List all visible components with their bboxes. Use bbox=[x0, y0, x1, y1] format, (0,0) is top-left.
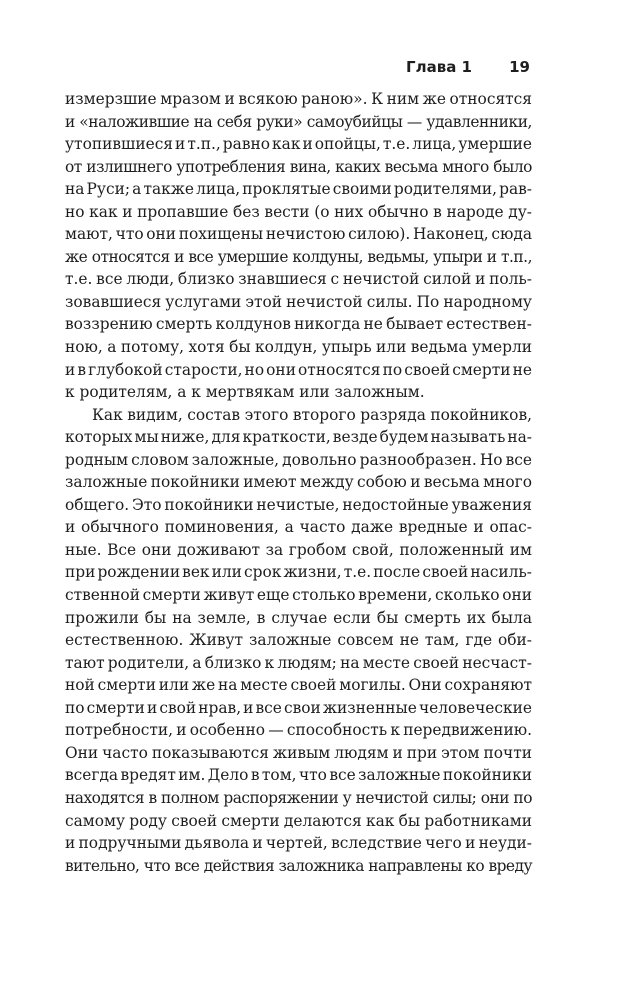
text-line: которых мы ниже, для краткости, везде будем называть на- bbox=[65, 428, 532, 447]
text-line: родным словом заложные, довольно разнообразен. Но все bbox=[65, 450, 532, 469]
body-text bbox=[65, 88, 532, 877]
page-number: 19 bbox=[509, 58, 530, 76]
text-line: ные. Все они доживают за гробом свой, положенный им bbox=[65, 540, 532, 559]
text-line: и «наложившие на себя руки» самоубийцы — удавленники, bbox=[65, 112, 532, 131]
text-line: прожили бы на земле, в случае если бы смерть их была bbox=[65, 608, 532, 627]
text-line: утопившиеся и т.п., равно как и опойцы, т.е. лица, умершие bbox=[65, 135, 532, 154]
text-line: но как и пропавшие без вести (о них обычно в народе ду- bbox=[65, 202, 532, 221]
text-line: Они часто показываются живым людям и при этом почти bbox=[65, 743, 532, 762]
text-line: к родителям, а к мертвякам или заложным. bbox=[65, 383, 425, 402]
chapter-title: Глава 1 bbox=[406, 58, 472, 76]
running-header bbox=[0, 58, 530, 82]
text-line: от излишнего употребления вина, каких весьма много было bbox=[65, 157, 532, 176]
paragraph bbox=[65, 88, 532, 404]
text-line: вительно, что все действия заложника направлены ко вреду bbox=[65, 856, 532, 875]
text-line: тают родители, а близко к людям; на месте своей несчаст- bbox=[65, 653, 532, 672]
text-line: воззрению смерть колдунов никогда не бывает естествен- bbox=[65, 315, 532, 334]
text-line: на Руси; а также лица, проклятые своими родителями, рав- bbox=[65, 180, 532, 199]
text-line: заложные покойники имеют между собою и весьма много bbox=[65, 473, 532, 492]
text-line: измерзшие мразом и всякою раною». К ним же относятся bbox=[65, 90, 532, 108]
text-line: ною, а потому, хотя бы колдун, упырь или ведьма умерли bbox=[65, 338, 532, 357]
text-line: общего. Это покойники нечистые, недостойные уважения bbox=[65, 495, 532, 514]
text-line: зовавшиеся услугами этой нечистой силы. По народному bbox=[65, 292, 532, 311]
text-line: и обычного поминовения, а часто даже вредные и опас- bbox=[65, 518, 532, 537]
text-line: при рождении век или срок жизни, т.е. после своей насиль- bbox=[65, 563, 532, 582]
text-line: т.е. все люди, близко знавшиеся с нечистой силой и поль- bbox=[65, 270, 532, 289]
text-line: и подручными дьявола и чертей, вследствие чего и неуди- bbox=[65, 834, 532, 853]
text-line: же относятся и все умершие колдуны, ведьмы, упыри и т.п., bbox=[65, 247, 532, 266]
text-line: потребности, и особенно — способность к передвижению. bbox=[65, 721, 532, 740]
paragraph bbox=[65, 404, 532, 877]
text-line: находятся в полном распоряжении у нечистой силы; они по bbox=[65, 788, 532, 807]
text-line: и в глубокой старости, но они относятся по своей смерти не bbox=[65, 360, 532, 379]
text-line: Как видим, состав этого второго разряда покойников, bbox=[92, 405, 532, 424]
text-line: ственной смерти живут еще столько времени, сколько они bbox=[65, 586, 532, 605]
text-line: естественною. Живут заложные совсем не там, где оби- bbox=[65, 631, 532, 650]
text-line: мают, что они похищены нечистою силою). Наконец, сюда bbox=[65, 225, 532, 244]
text-line: по смерти и свой нрав, и все свои жизненные человеческие bbox=[65, 698, 532, 717]
text-line: самому роду своей смерти делаются как бы работниками bbox=[65, 811, 532, 830]
text-line: ной смерти или же на месте своей могилы. Они сохраняют bbox=[65, 676, 532, 695]
text-line: всегда вредят им. Дело в том, что все заложные покойники bbox=[65, 766, 532, 785]
